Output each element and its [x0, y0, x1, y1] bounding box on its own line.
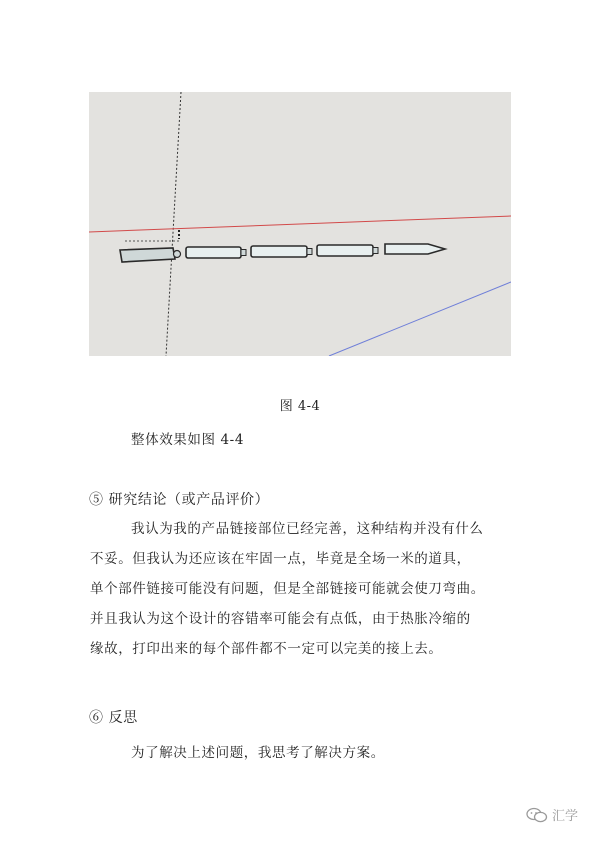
section-5-heading: ⑤ 研究结论（或产品评价） — [89, 492, 270, 508]
model-render — [89, 92, 511, 356]
model-figure — [89, 92, 511, 356]
paragraph-line: 不妥。但我认为还应该在牢固一点，毕竟是全场一米的道具， — [90, 551, 471, 567]
paragraph-line: 并且我认为这个设计的容错率可能会有点低，由于热胀冷缩的 — [90, 611, 471, 627]
figure-caption: 图 4-4 — [279, 399, 321, 414]
blade-segment-1 — [186, 247, 241, 258]
paragraph-line: 缘故，打印出来的每个部件都不一定可以完美的接上去。 — [90, 641, 443, 657]
handle-joint — [174, 251, 181, 258]
blue-axis — [329, 282, 511, 356]
wechat-icon — [526, 807, 548, 823]
segment-1-connector — [241, 250, 246, 256]
paragraph-line: 单个部件链接可能没有问题，但是全部链接可能就会使刀弯曲。 — [90, 581, 485, 597]
blade-segment-2 — [251, 246, 307, 257]
section-6-paragraph: 为了解决上述问题，我思考了解决方案。 — [131, 745, 385, 761]
section-6-heading: ⑥ 反思 — [89, 710, 138, 726]
blade-tip — [385, 244, 445, 254]
red-axis — [89, 216, 511, 232]
watermark — [526, 805, 578, 824]
segment-3-connector — [373, 248, 378, 254]
blade-segment-3 — [317, 245, 373, 256]
figure-description: 整体效果如图 4-4 — [131, 432, 245, 448]
sword-handle — [120, 248, 175, 262]
segment-2-connector — [307, 249, 312, 255]
paragraph-line: 我认为我的产品链接部位已经完善，这种结构并没有什么 — [131, 521, 484, 537]
watermark-text: 汇学 — [551, 809, 578, 824]
green-axis-dotted — [166, 92, 181, 356]
